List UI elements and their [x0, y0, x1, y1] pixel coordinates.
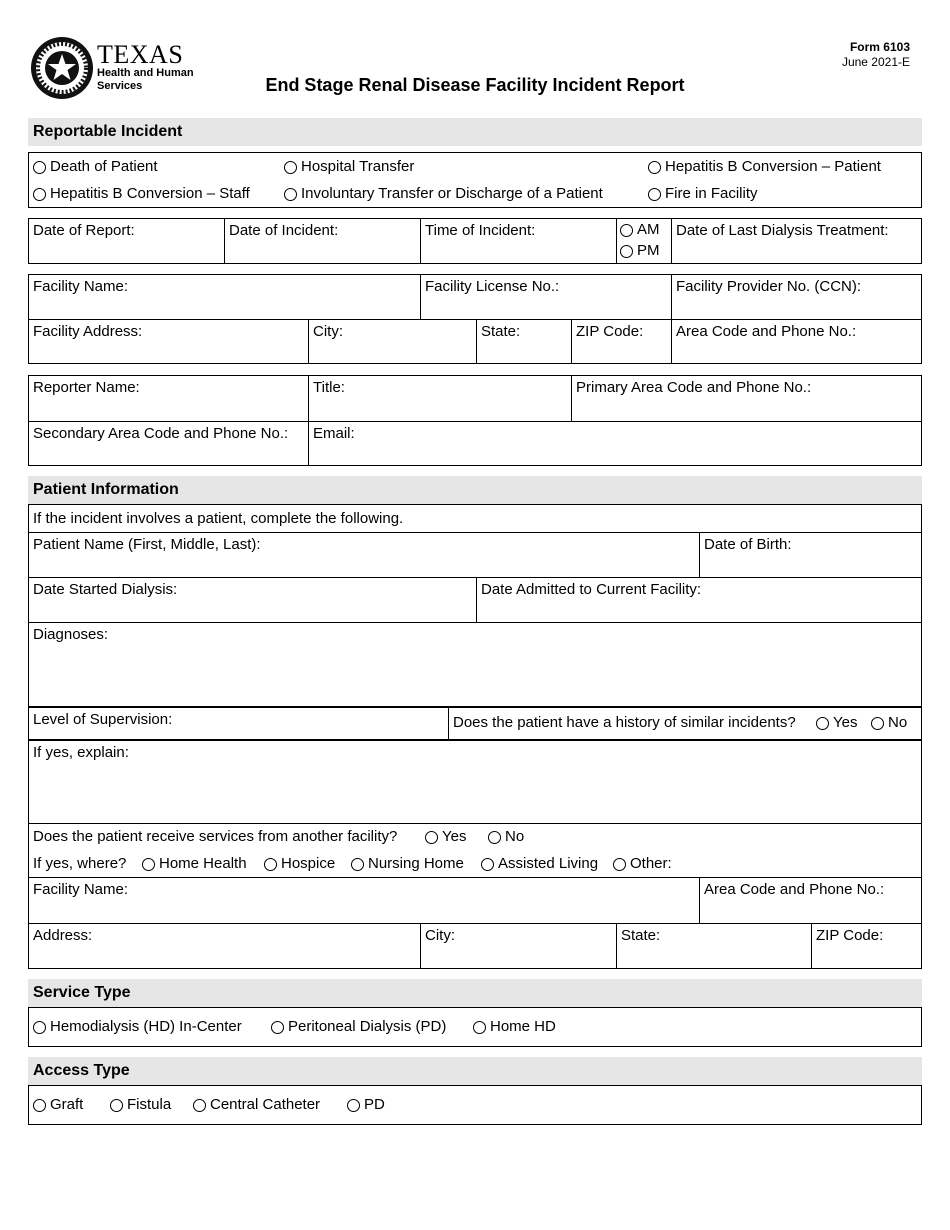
- date-admitted-field[interactable]: Date Admitted to Current Facility:: [476, 577, 921, 622]
- explain-field[interactable]: If yes, explain:: [33, 744, 129, 761]
- facility-state-field[interactable]: State:: [476, 319, 571, 363]
- radio-icon[interactable]: [142, 858, 155, 871]
- other-facility-state-field[interactable]: State:: [616, 923, 811, 968]
- option-fire-in-facility[interactable]: Fire in Facility: [648, 185, 758, 203]
- logo-texas: TEXAS: [97, 40, 184, 69]
- radio-icon[interactable]: [284, 188, 297, 201]
- access-type-box: [28, 1085, 922, 1125]
- patient-name-field[interactable]: Patient Name (First, Middle, Last):: [33, 536, 261, 553]
- section-patient-information: Patient Information: [28, 476, 922, 504]
- other-facility-phone-field[interactable]: Area Code and Phone No.:: [699, 878, 921, 923]
- radio-icon[interactable]: [871, 717, 884, 730]
- reporter-name-field[interactable]: Reporter Name:: [33, 379, 140, 396]
- date-of-report-field[interactable]: Date of Report:: [33, 222, 135, 239]
- radio-icon[interactable]: [648, 188, 661, 201]
- reporter-primary-phone-field[interactable]: Primary Area Code and Phone No.:: [571, 376, 921, 421]
- service-home-hd-option[interactable]: Home HD: [473, 1018, 556, 1036]
- access-graft-option[interactable]: Graft: [33, 1096, 83, 1114]
- access-pd-option[interactable]: PD: [347, 1096, 385, 1114]
- radio-icon[interactable]: [620, 224, 633, 237]
- reportable-incident-box: [28, 152, 922, 208]
- radio-icon[interactable]: [284, 161, 297, 174]
- diagnoses-field[interactable]: Diagnoses:: [29, 622, 921, 706]
- facility-zip-field[interactable]: ZIP Code:: [571, 319, 671, 363]
- radio-icon[interactable]: [110, 1099, 123, 1112]
- patient-dob-field[interactable]: Date of Birth:: [699, 533, 921, 577]
- history-question: Does the patient have a history of similar incidents?: [453, 714, 796, 731]
- level-of-supervision-field[interactable]: Level of Supervision:: [33, 711, 173, 728]
- facility-block: [28, 274, 922, 364]
- other-facility-no-option[interactable]: No: [488, 828, 524, 846]
- form-number-block: [842, 40, 910, 70]
- option-hepb-staff[interactable]: Hepatitis B Conversion – Staff: [33, 185, 250, 203]
- facility-address-field[interactable]: Facility Address:: [29, 319, 308, 363]
- reporter-secondary-phone-field[interactable]: Secondary Area Code and Phone No.:: [29, 421, 308, 465]
- reporter-email-field[interactable]: Email:: [308, 421, 921, 465]
- section-service-type: Service Type: [28, 979, 922, 1007]
- section-reportable-incident: Reportable Incident: [28, 118, 922, 146]
- other-facility-zip-field[interactable]: ZIP Code:: [811, 923, 921, 968]
- time-of-incident-field[interactable]: Time of Incident:: [420, 219, 616, 263]
- facility-license-field[interactable]: Facility License No.:: [420, 275, 671, 319]
- date-of-incident-field[interactable]: Date of Incident:: [224, 219, 420, 263]
- option-am[interactable]: AM: [620, 221, 660, 239]
- radio-icon[interactable]: [425, 831, 438, 844]
- reporter-block: [28, 375, 922, 466]
- dates-row: [28, 218, 922, 264]
- divider: [29, 823, 921, 824]
- where-hospice-option[interactable]: Hospice: [264, 855, 335, 873]
- radio-icon[interactable]: [473, 1021, 486, 1034]
- radio-icon[interactable]: [481, 858, 494, 871]
- where-other-option[interactable]: Other:: [613, 855, 672, 873]
- option-death-of-patient[interactable]: Death of Patient: [33, 158, 158, 176]
- radio-icon[interactable]: [351, 858, 364, 871]
- divider: [448, 706, 449, 740]
- radio-icon[interactable]: [816, 717, 829, 730]
- am-pm-selector: [616, 219, 671, 263]
- facility-phone-field[interactable]: Area Code and Phone No.:: [671, 319, 921, 363]
- facility-name-field[interactable]: Facility Name:: [33, 278, 129, 295]
- where-other-input[interactable]: [677, 855, 925, 873]
- logo-agency-line2: Services: [97, 80, 143, 92]
- last-dialysis-field[interactable]: Date of Last Dialysis Treatment:: [671, 219, 921, 263]
- radio-icon[interactable]: [193, 1099, 206, 1112]
- radio-icon[interactable]: [648, 161, 661, 174]
- radio-icon[interactable]: [620, 245, 633, 258]
- patient-intro: If the incident involves a patient, complete the following.: [33, 510, 404, 527]
- where-nursing-home-option[interactable]: Nursing Home: [351, 855, 464, 873]
- radio-icon[interactable]: [33, 161, 46, 174]
- radio-icon[interactable]: [613, 858, 626, 871]
- date-started-dialysis-field[interactable]: Date Started Dialysis:: [29, 577, 476, 622]
- option-involuntary-transfer[interactable]: Involuntary Transfer or Discharge of a Patient: [284, 185, 603, 203]
- option-pm[interactable]: PM: [620, 242, 660, 260]
- radio-icon[interactable]: [33, 188, 46, 201]
- reporter-title-field[interactable]: Title:: [308, 376, 571, 421]
- radio-icon[interactable]: [347, 1099, 360, 1112]
- history-yes-option[interactable]: Yes: [816, 714, 857, 732]
- other-facility-address-field[interactable]: Address:: [29, 923, 420, 968]
- logo-agency-line1: Health and Human: [97, 67, 194, 79]
- service-hd-option[interactable]: Hemodialysis (HD) In-Center: [33, 1018, 242, 1036]
- where-home-health-option[interactable]: Home Health: [142, 855, 247, 873]
- option-hospital-transfer[interactable]: Hospital Transfer: [284, 158, 414, 176]
- radio-icon[interactable]: [264, 858, 277, 871]
- where-assisted-living-option[interactable]: Assisted Living: [481, 855, 598, 873]
- form-date: June 2021-E: [841, 55, 910, 69]
- history-no-option[interactable]: No: [871, 714, 907, 732]
- radio-icon[interactable]: [271, 1021, 284, 1034]
- page-title: End Stage Renal Disease Facility Incident Report: [265, 75, 685, 95]
- where-label: If yes, where?: [33, 855, 127, 872]
- other-facility-city-field[interactable]: City:: [420, 923, 616, 968]
- radio-icon[interactable]: [33, 1021, 46, 1034]
- service-type-box: [28, 1007, 922, 1047]
- facility-provider-field[interactable]: Facility Provider No. (CCN):: [671, 275, 921, 319]
- radio-icon[interactable]: [488, 831, 501, 844]
- facility-city-field[interactable]: City:: [308, 319, 476, 363]
- service-pd-option[interactable]: Peritoneal Dialysis (PD): [271, 1018, 446, 1036]
- section-access-type: Access Type: [28, 1057, 922, 1085]
- other-facility-question: Does the patient receive services from another facility?: [33, 828, 398, 845]
- form-number: Form 6103: [849, 40, 910, 54]
- option-hepb-patient[interactable]: Hepatitis B Conversion – Patient: [648, 158, 881, 176]
- access-fistula-option[interactable]: Fistula: [110, 1096, 171, 1114]
- access-central-catheter-option[interactable]: Central Catheter: [193, 1096, 320, 1114]
- other-facility-yes-option[interactable]: Yes: [425, 828, 466, 846]
- patient-block: [28, 504, 922, 969]
- radio-icon[interactable]: [33, 1099, 46, 1112]
- other-facility-name-field[interactable]: Facility Name:: [33, 881, 129, 898]
